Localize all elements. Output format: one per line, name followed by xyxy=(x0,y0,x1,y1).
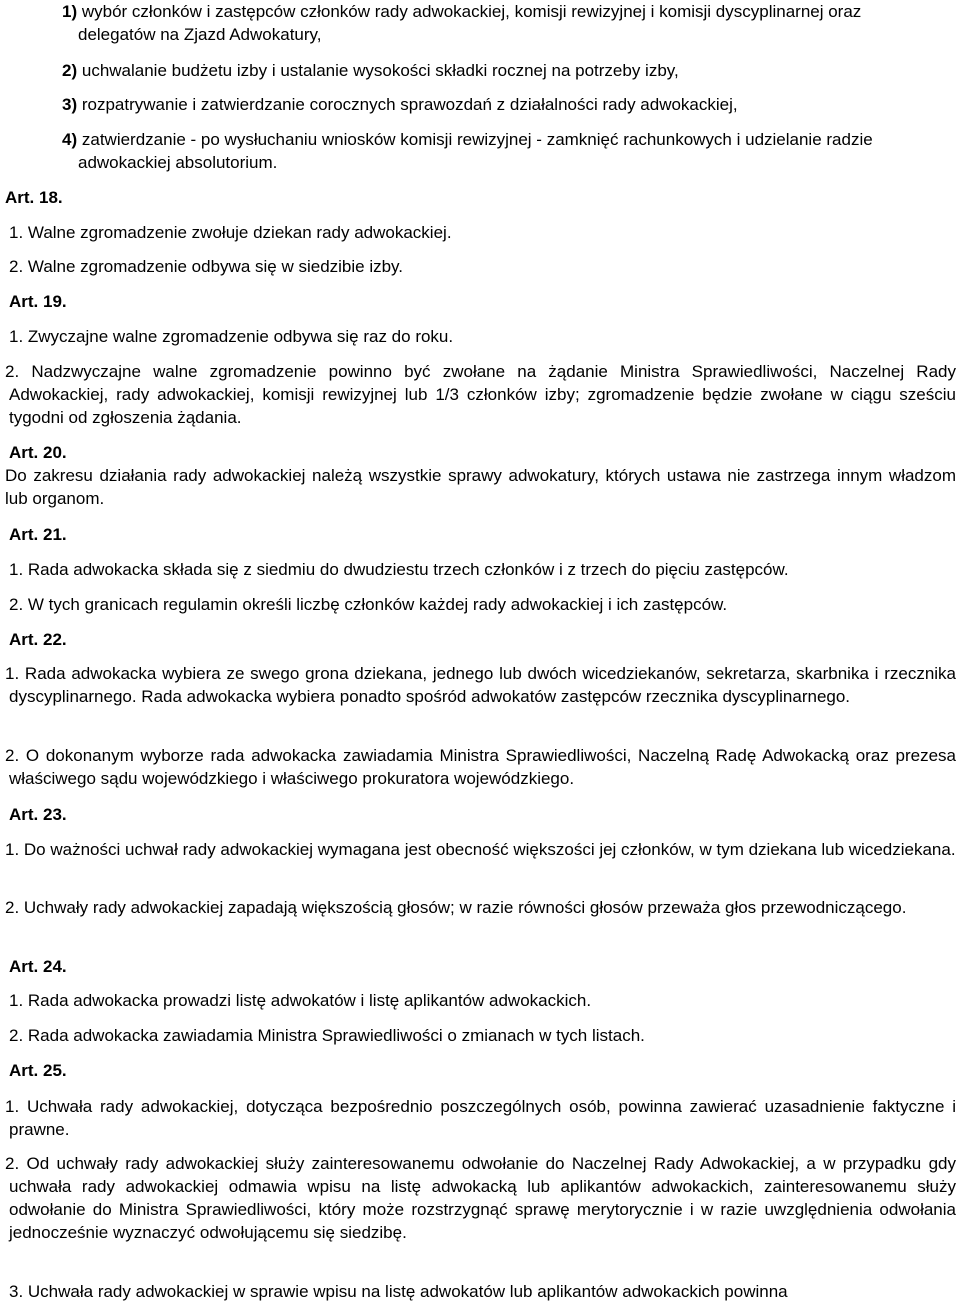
list-item-number: 3) xyxy=(62,95,78,114)
list-item xyxy=(62,93,922,116)
paragraph: 2. Rada adwokacka zawiadamia Ministra Sprawiedliwości o zmianach w tych listach. xyxy=(9,1026,645,1045)
paragraph: 2. W tych granicach regulamin określi liczbę członków każdej rady adwokackiej i ich zastępców. xyxy=(9,595,728,614)
article-heading: Art. 22. xyxy=(9,630,67,649)
article-heading: Art. 21. xyxy=(9,525,67,544)
list-item-number: 2) xyxy=(62,61,78,80)
paragraph: 1. Walne zgromadzenie zwołuje dziekan rady adwokackiej. xyxy=(9,223,452,242)
article-heading: Art. 23. xyxy=(9,805,67,824)
paragraph: 2. Nadzwyczajne walne zgromadzenie powinno być zwołane na żądanie Ministra Sprawiedliwości, Naczelnej Rady Adwokackiej, rady adwokackiej, komisji rewizyjnej lub 1/3 członków izby; zgromadzenie będzie zwołane w ciągu sześciu tygodni od zgłoszenia żądania. xyxy=(5,362,956,427)
article-heading: Art. 18. xyxy=(5,188,63,207)
paragraph: 1. Zwyczajne walne zgromadzenie odbywa się raz do roku. xyxy=(9,327,454,346)
paragraph: 1. Rada adwokacka wybiera ze swego grona dziekana, jednego lub dwóch wicedziekanów, sekretarza, skarbnika i rzecznika dyscyplinarnego. Rada adwokacka wybiera ponadto spośród adwokatów zastępców rzecznika dyscyplinarnego. xyxy=(5,664,956,706)
list-item-text: wybór członków i zastępców członków rady adwokackiej, komisji rewizyjnej i komisji dyscyplinarnej oraz delegatów na Zjazd Adwokatury, xyxy=(78,2,862,44)
paragraph: 1. Do ważności uchwał rady adwokackiej wymagana jest obecność większości jej członków, w tym dziekana lub wicedziekana. xyxy=(5,840,956,859)
paragraph: 2. Od uchwały rady adwokackiej służy zainteresowanemu odwołanie do Naczelnej Rady Adwokackiej, a w przypadku gdy uchwała rady adwokackiej odmawia wpisu na listę adwokacką lub aplikantów adwokackich, zainteresowanemu służy odwołanie do Ministra Sprawiedliwości, który może rozstrzygnąć sprawę merytorycznie i w razie uwzględnienia odwołania jednocześnie wyznaczyć odwołującemu się siedzibę. xyxy=(5,1154,956,1242)
paragraph: 1. Rada adwokacka prowadzi listę adwokatów i listę aplikantów adwokackich. xyxy=(9,991,592,1010)
list-item-number: 1) xyxy=(62,2,78,21)
article-heading: Art. 25. xyxy=(9,1061,67,1080)
paragraph: 3. Uchwała rady adwokackiej w sprawie wpisu na listę adwokatów lub aplikantów adwokackich powinna xyxy=(9,1282,788,1301)
paragraph: 2. O dokonanym wyborze rada adwokacka zawiadamia Ministra Sprawiedliwości, Naczelną Radę Adwokacką oraz prezesa właściwego sądu wojewódzkiego i właściwego prokuratora wojewódzkiego. xyxy=(5,746,956,788)
article-heading: Art. 19. xyxy=(9,292,67,311)
list-item xyxy=(62,0,922,46)
list-item-number: 4) xyxy=(62,130,78,149)
list-item xyxy=(62,128,922,174)
article-heading: Art. 24. xyxy=(9,957,67,976)
paragraph: 2. Uchwały rady adwokackiej zapadają większością głosów; w razie równości głosów przeważa głos przewodniczącego. xyxy=(5,898,907,917)
paragraph: Do zakresu działania rady adwokackiej należą wszystkie sprawy adwokatury, których ustawa nie zastrzega innym władzom lub organom. xyxy=(5,466,956,508)
list-item xyxy=(62,59,922,82)
paragraph: 1. Uchwała rady adwokackiej, dotycząca bezpośrednio poszczególnych osób, powinna zawierać uzasadnienie faktyczne i prawne. xyxy=(5,1097,956,1139)
list-item-text: uchwalanie budżetu izby i ustalanie wysokości składki rocznej na potrzeby izby, xyxy=(81,61,679,80)
list-item-text: zatwierdzanie - po wysłuchaniu wniosków komisji rewizyjnej - zamknięć rachunkowych i udzielanie radzie adwokackiej absolutorium. xyxy=(78,130,873,172)
article-heading: Art. 20. xyxy=(9,443,67,462)
list-item-text: rozpatrywanie i zatwierdzanie corocznych sprawozdań z działalności rady adwokackiej, xyxy=(81,95,738,114)
paragraph: 1. Rada adwokacka składa się z siedmiu do dwudziestu trzech członków i z trzech do pięciu zastępców. xyxy=(9,560,789,579)
paragraph: 2. Walne zgromadzenie odbywa się w siedzibie izby. xyxy=(9,257,404,276)
